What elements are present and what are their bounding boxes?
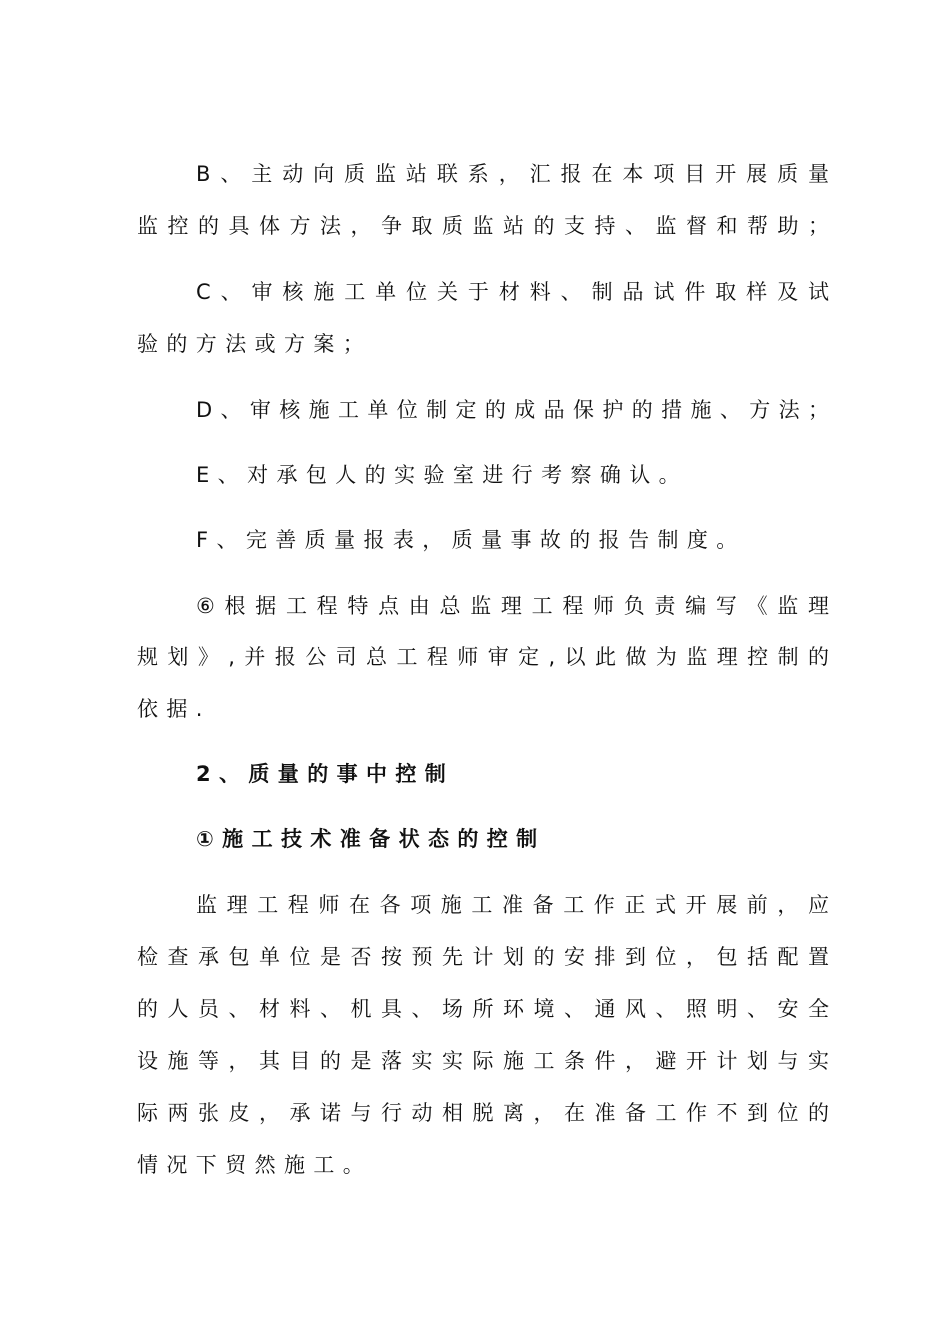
item-6-line-3: 依据. [137,697,211,721]
item-d-line-1: D、审核施工单位制定的成品保护的措施、方法； [196,398,829,422]
section-heading: 2、质量的事中控制 [196,762,455,786]
subsection-heading: ①施工技术准备状态的控制 [196,827,546,851]
body-line-2: 检查承包单位是否按预先计划的安排到位，包括配置 [137,945,829,969]
item-c-line-2: 验的方法或方案； [137,332,373,356]
body-line-3: 的人员、材料、机具、场所环境、通风、照明、安全 [137,997,829,1021]
item-e-line-1: E、对承包人的实验室进行考察确认。 [196,463,689,487]
body-line-6: 情况下贸然施工。 [137,1153,373,1177]
item-b-line-2: 监控的具体方法，争取质监站的支持、监督和帮助； [137,214,829,238]
body-line-1: 监理工程师在各项施工准备工作正式开展前，应 [196,893,829,917]
body-line-4: 设施等，其目的是落实实际施工条件，避开计划与实 [137,1049,829,1073]
item-f-line-1: F、完善质量报表，质量事故的报告制度。 [196,528,746,552]
item-b-line-1: B、主动向质监站联系，汇报在本项目开展质量 [196,162,829,186]
item-6-line-1: ⑥根据工程特点由总监理工程师负责编写《监理 [196,594,829,618]
item-c-line-1: C、审核施工单位关于材料、制品试件取样及试 [196,280,829,304]
body-line-5: 际两张皮，承诺与行动相脱离，在准备工作不到位的 [137,1101,829,1125]
item-6-line-2: 规划》,并报公司总工程师审定,以此做为监理控制的 [137,645,829,669]
